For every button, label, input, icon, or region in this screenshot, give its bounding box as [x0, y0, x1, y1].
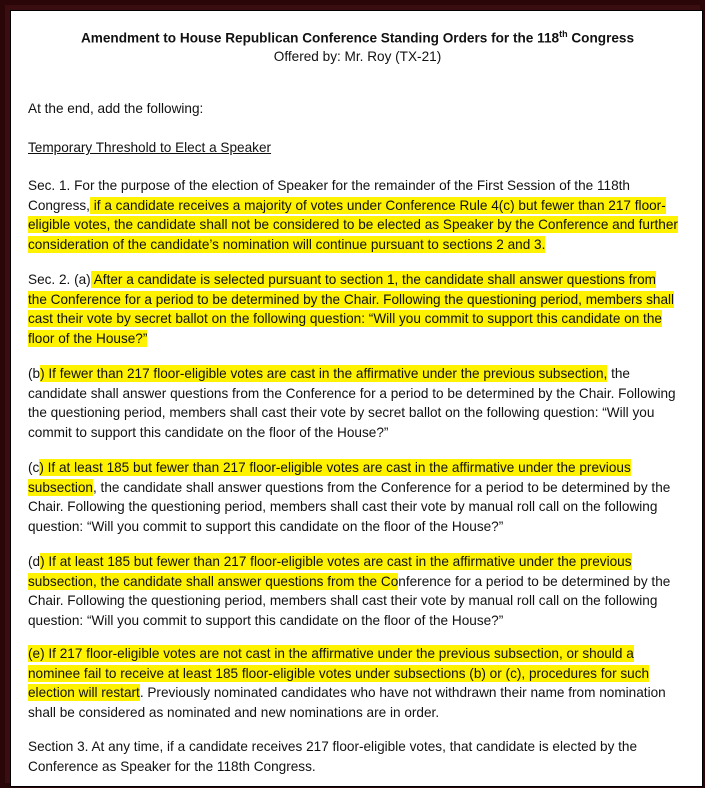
section-2c-highlight: ) If at least 185 but fewer than 217 floor-eligible votes are cast in the affirmative under the previous subsection — [28, 460, 631, 495]
title-text: Amendment to House Republican Conference Standing Orders for the 118 — [80, 30, 560, 46]
section-2d-highlight: ) If at least 185 but fewer than 217 floor-eligible votes are cast in the affirmative under the previous subsection, the candidate shall answer questions from the Co — [28, 554, 632, 589]
section-2d — [28, 552, 678, 630]
section-1-plain: Sec. 1. For the purpose of the election of Speaker for the remainder of the First Session of the 118th Congress, — [28, 178, 630, 213]
section-2b-rest: the candidate shall answer questions from the Conference for a period to be determined by the Chair. Following the questioning period, members shall cast their vote by secret ballot on the following question: “Will you commit to support this candidate on the floor of the House?” — [28, 366, 676, 440]
document-subtitle: Offered by: Mr. Roy (TX-21) — [273, 49, 442, 64]
section-2e-rest: . Previously nominated candidates who have not withdrawn their name from nomination shall be considered as nominated and new nominations are in order. — [28, 685, 666, 720]
title-superscript: th — [559, 29, 568, 39]
section-2a-highlight: After a candidate is selected pursuant to section 1, the candidate shall answer questions from the Conference for a period to be determined by the Chair. Following the questioning period, members shall cast their vote by secret ballot on the following question: “Will you commit to support this candidate on the floor of the House?” — [28, 272, 675, 346]
section-heading: Temporary Threshold to Elect a Speaker — [28, 140, 272, 155]
section-2a — [28, 270, 678, 348]
section-2b-highlight: ) If fewer than 217 floor-eligible votes are cast in the affirmative under the previous subsection, — [40, 366, 608, 381]
section-2d-rest: nference for a period to be determined by the Chair. Following the questioning period, members shall cast their vote by manual roll call on the following question: “Will you commit to support this candidate on the floor of the House?” — [28, 573, 671, 628]
section-2c-plain: (c — [28, 460, 40, 475]
document-title — [11, 29, 704, 46]
section-2a-plain: Sec. 2. (a) — [28, 272, 91, 287]
section-2c — [28, 458, 678, 536]
section-2d-plain: (d — [28, 554, 41, 569]
section-2b — [28, 364, 678, 442]
section-1 — [28, 176, 678, 254]
section-1-highlight: if a candidate receives a majority of votes under Conference Rule 4(c) but fewer than 217 floor-eligible votes, the candidate shall not be considered to be elected as Speaker by the Conference and further consideration of the candidate’s nomination will continue pursuant to sections 2 and 3. — [28, 197, 678, 252]
document-page — [10, 10, 703, 787]
section-2e-highlight: (e) If 217 floor-eligible votes are not cast in the affirmative under the previous subsection, or should a nominee fail to receive at least 185 floor-eligible votes under subsections (b) or (c), procedures for such election will restart — [28, 646, 650, 701]
section-2b-plain: (b — [28, 366, 41, 381]
section-2e — [28, 644, 678, 722]
section-2c-rest: , the candidate shall answer questions from the Conference for a period to be determined by the Chair. Following the questioning period, members shall cast their vote by manual roll call on the following question: “Will you commit to support this candidate on the floor of the House?” — [28, 479, 671, 534]
title-end: Congress — [567, 30, 635, 46]
section-3: Section 3. At any time, if a candidate receives 217 floor-eligible votes, that candidate is elected by the Conference as Speaker for the 118th Congress. — [28, 739, 638, 774]
intro-text: At the end, add the following: — [28, 101, 204, 116]
